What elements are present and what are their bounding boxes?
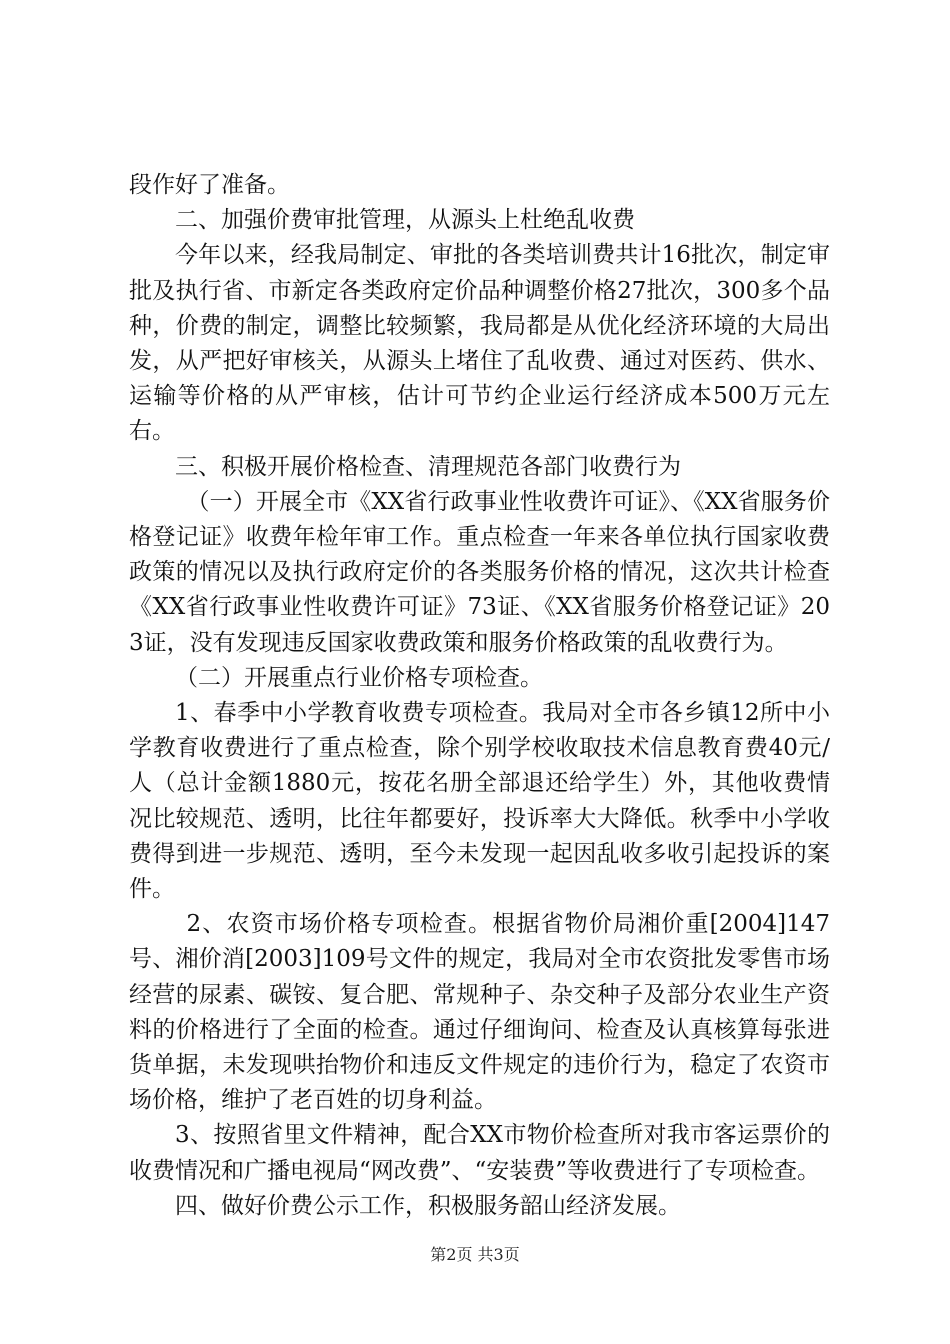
paragraph-agricultural-market: 2、农资市场价格专项检查。根据省物价局湘价重[2004]147号、湘价消[2003]109号文件的规定，我局对全市农资批发零售市场经营的尿素、碳铵、复合肥、常规种子、杂交种子及部分农业生产资料的价格进行了全面的检查。通过仔细询问、检查及认真核算每张进货单据，未发现哄抬物价和违反文件规定的违价行为，稳定了农资市场价格，维护了老百姓的切身利益。 bbox=[129, 911, 830, 1114]
paragraph-transport-fees: 3、按照省里文件精神，配合XX市物价检查所对我市客运票价的收费情况和广播电视局“网改费”、“安装费”等收费进行了专项检查。 bbox=[129, 1122, 830, 1184]
paragraph-continuation: 段作好了准备。 bbox=[129, 172, 290, 198]
subsection-heading-2: （二）开展重点行业价格专项检查。 bbox=[175, 664, 543, 691]
section-heading-3: 三、积极开展价格检查、清理规范各部门收费行为 bbox=[175, 453, 681, 480]
section-heading-4: 四、做好价费公示工作，积极服务韶山经济发展。 bbox=[175, 1192, 681, 1219]
document-body bbox=[129, 168, 830, 1224]
paragraph-annual-inspection: （一）开展全市《XX省行政事业性收费许可证》、《XX省服务价格登记证》收费年检年审工作。重点检查一年来各单位执行国家收费政策的情况以及执行政府定价的各类服务价格的情况，这次共计检查《XX省行政事业性收费许可证》73证、《XX省服务价格登记证》203证，没有发现违反国家收费政策和服务价格政策的乱收费行为。 bbox=[129, 488, 830, 656]
paragraph-education-fees: 1、春季中小学教育收费专项检查。我局对全市各乡镇12所中小学教育收费进行了重点检查，除个别学校收取技术信息教育费40元/人（总计金额1880元，按花名册全部退还给学生）外，其他收费情况比较规范、透明，比往年都要好，投诉率大大降低。秋季中小学收费得到进一步规范、透明，至今未发现一起因乱收多收引起投诉的案件。 bbox=[129, 700, 830, 903]
section-heading-2: 二、加强价费审批管理，从源头上杜绝乱收费 bbox=[175, 207, 635, 234]
paragraph-approval: 今年以来，经我局制定、审批的各类培训费共计16批次，制定审批及执行省、市新定各类政府定价品种调整价格27批次，300多个品种，价费的制定，调整比较频繁，我局都是从优化经济环境的大局出发，从严把好审核关，从源头上堵住了乱收费、通过对医药、供水、运输等价格的从严审核，估计可节约企业运行经济成本500万元左右。 bbox=[129, 242, 830, 445]
page-number-footer: 第2页 共3页 bbox=[430, 1245, 520, 1264]
